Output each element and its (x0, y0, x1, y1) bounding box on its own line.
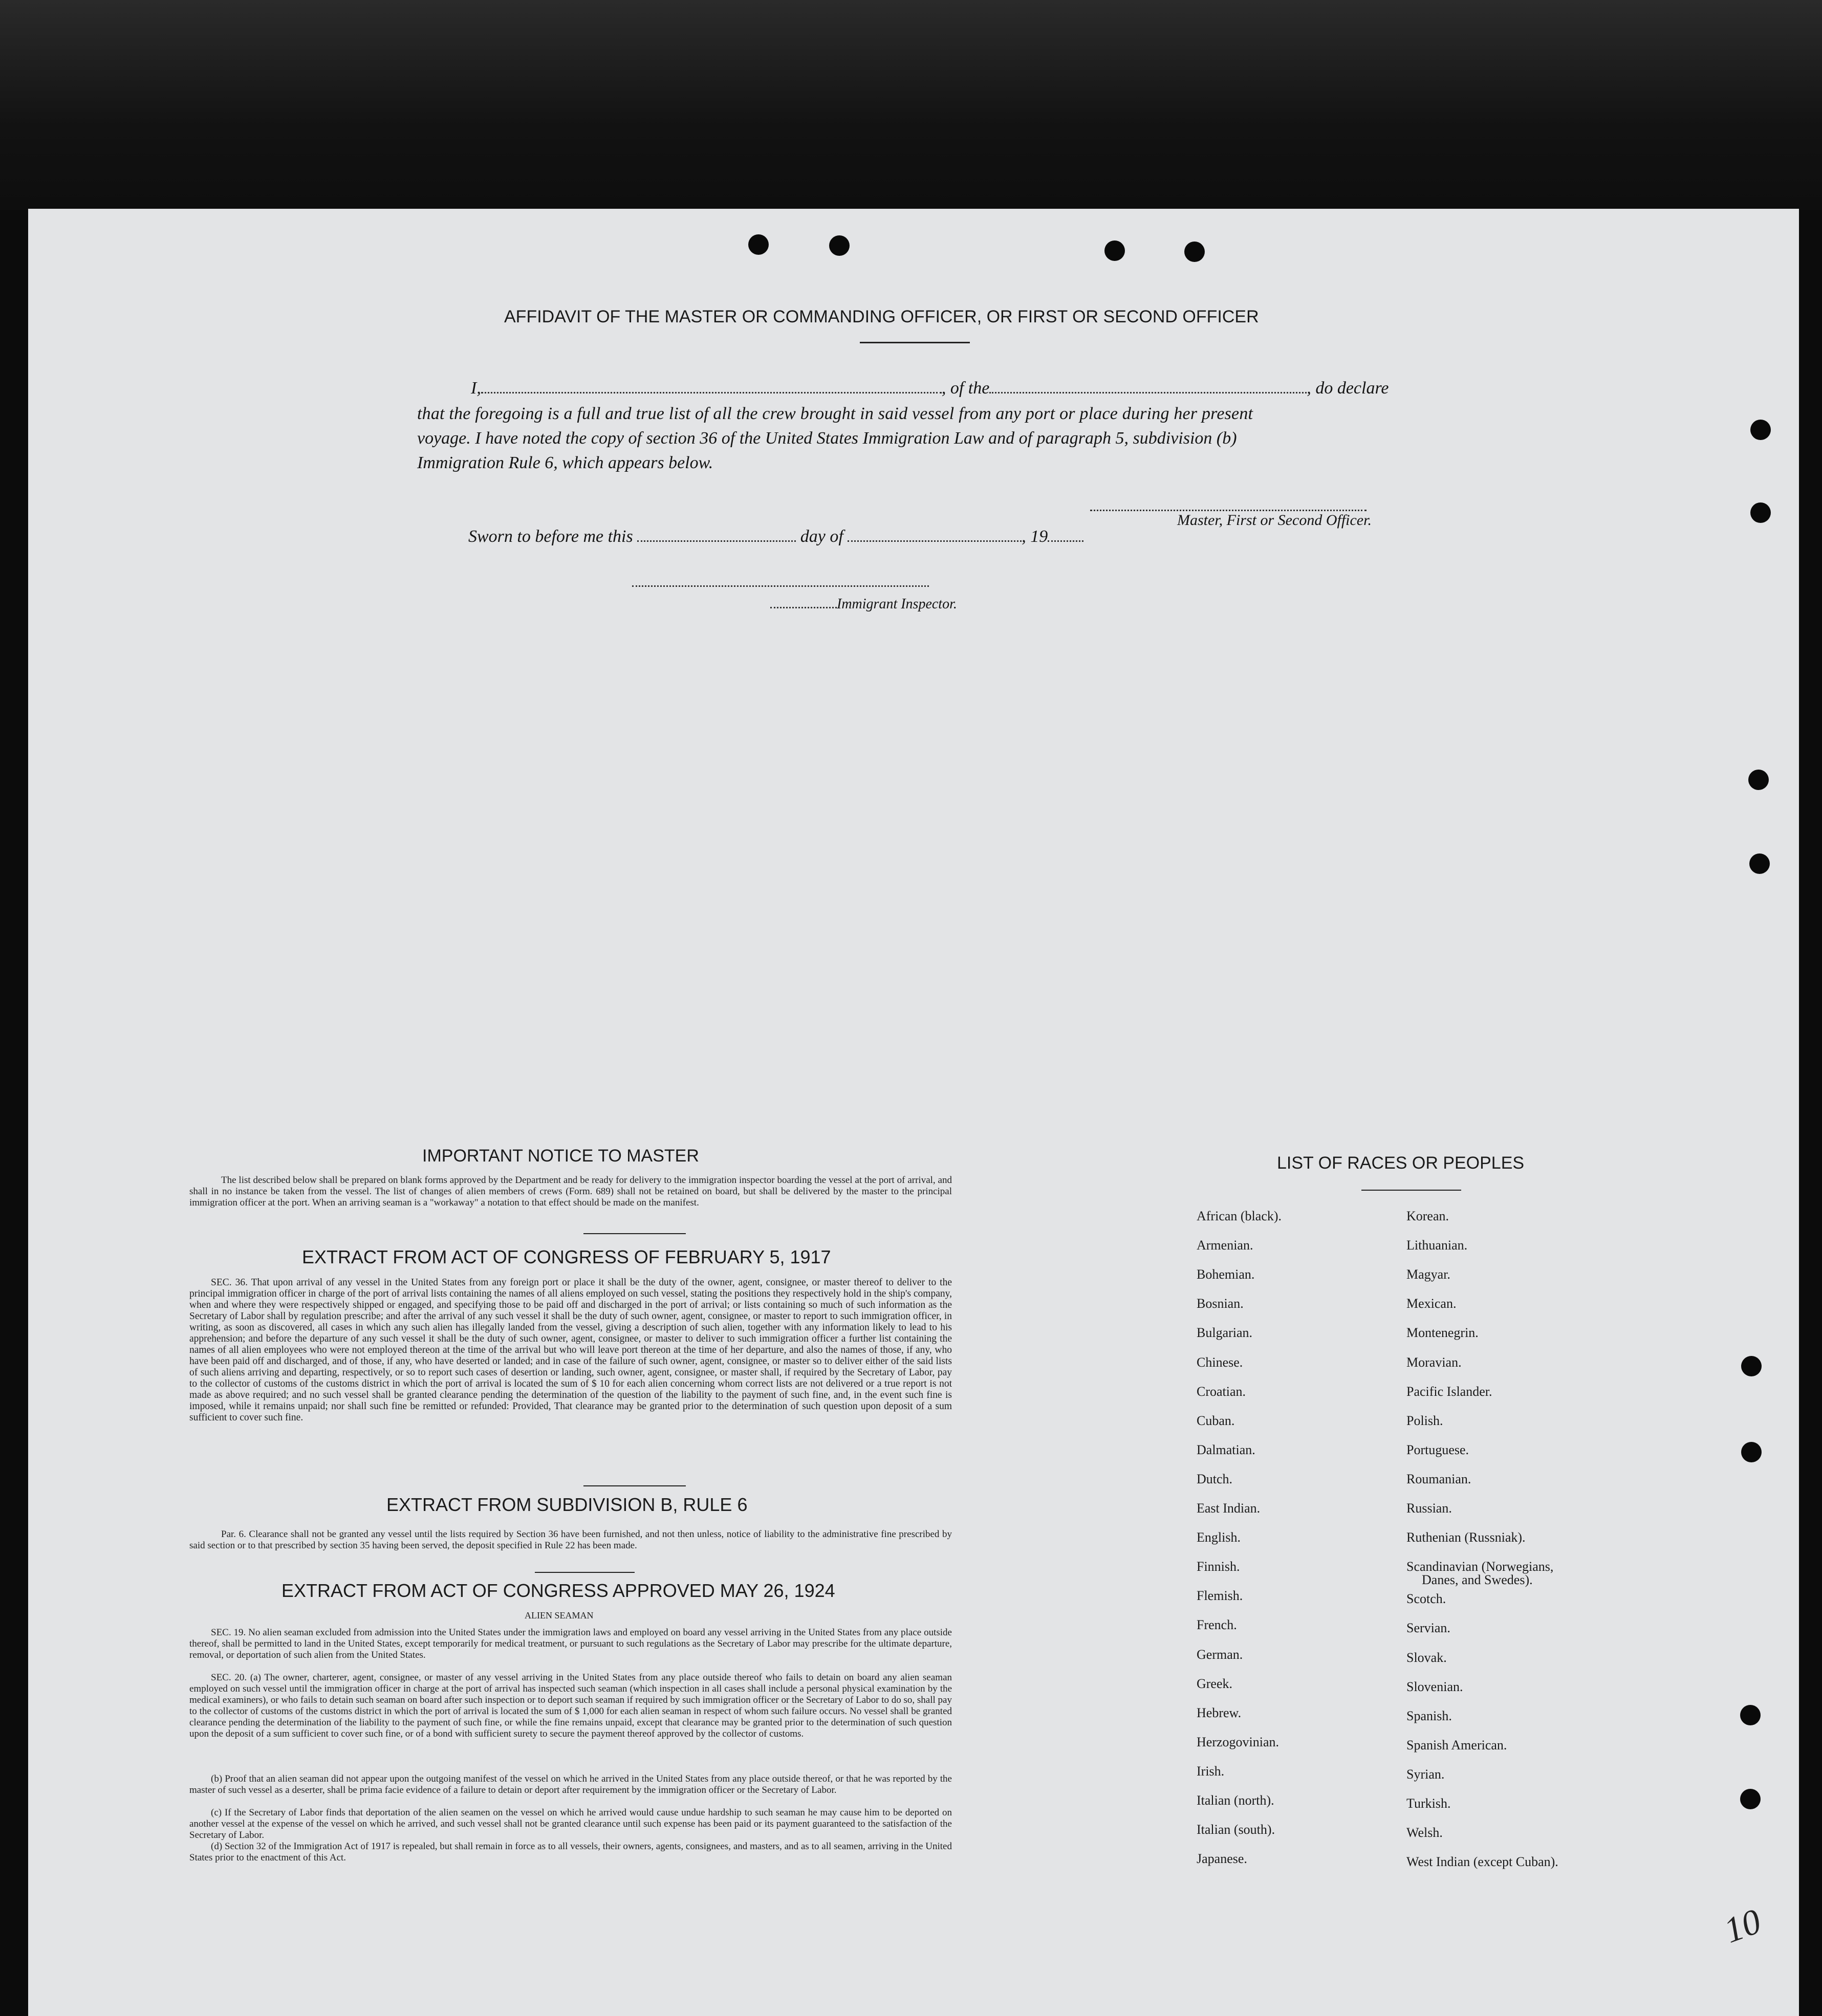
race-item: Spanish American. (1406, 1737, 1507, 1752)
extract-rule6-text: Par. 6. Clearance shall not be granted any vessel until the lists required by Section 36 have been furnished, and not then unless, notice of liability to the administrative fine prescribed by said section or to that prescribed by section 35 having been served, the deposit specified in Rule 22 has been made. (189, 1529, 952, 1551)
punch-hole (1749, 853, 1770, 874)
race-item: Croatian. (1197, 1384, 1246, 1399)
punch-hole (1748, 770, 1769, 790)
race-item: German. (1197, 1647, 1243, 1662)
inspector-dots (770, 606, 837, 608)
races-rule (1361, 1190, 1461, 1191)
race-item: West Indian (except Cuban). (1406, 1854, 1558, 1870)
race-item: East Indian. (1197, 1501, 1261, 1516)
race-item: Chinese. (1197, 1354, 1243, 1370)
race-item: Finnish. (1197, 1559, 1240, 1574)
punch-hole (1104, 240, 1125, 261)
year-blank (1048, 540, 1083, 542)
race-item: Scandinavian (Norwegians, (1406, 1559, 1554, 1574)
punch-hole (829, 235, 850, 256)
race-item: Portuguese. (1406, 1442, 1469, 1457)
race-item: English. (1197, 1530, 1241, 1545)
year-text: , 19 (1022, 527, 1048, 546)
race-item: Bohemian. (1197, 1267, 1255, 1282)
extract-1917-title: EXTRACT FROM ACT OF CONGRESS OF FEBRUARY 5, 1917 (302, 1246, 831, 1267)
race-item: Bosnian. (1197, 1296, 1244, 1311)
race-item: Turkish. (1406, 1796, 1451, 1811)
race-item: Pacific Islander. (1406, 1384, 1492, 1399)
vessel-blank (989, 391, 1307, 393)
race-item: Mexican. (1406, 1296, 1457, 1311)
affidavit-body-3: Immigration Rule 6, which appears below. (417, 453, 713, 472)
signature-label: Master, First or Second Officer. (1177, 512, 1372, 529)
race-item: Slovenian. (1406, 1679, 1463, 1694)
day-blank (637, 540, 796, 542)
handwritten-page-number: 10 (1719, 1901, 1766, 1951)
race-item: Russian. (1406, 1501, 1452, 1516)
punch-hole (1750, 420, 1771, 440)
extract-1924-title: EXTRACT FROM ACT OF CONGRESS APPROVED MAY 26, 1924 (281, 1580, 835, 1601)
race-item: Spanish. (1406, 1708, 1452, 1723)
name-blank (481, 391, 942, 393)
inspector-label-line (770, 596, 957, 612)
extract-1924-sec20d: (d) Section 32 of the Immigration Act of 1917 is repealed, but shall remain in force as to all vessels, their owners, agents, consignees, and masters, and as to all seamen, arriving in the United States prior to the enactment of this Act. (189, 1841, 952, 1863)
extract-1924-subtitle: ALIEN SEAMAN (525, 1610, 594, 1620)
races-title: LIST OF RACES OR PEOPLES (1277, 1153, 1525, 1173)
day-of-text: day of (800, 527, 843, 546)
race-item: Cuban. (1197, 1413, 1235, 1428)
race-item: Irish. (1197, 1763, 1225, 1779)
race-item: Italian (north). (1197, 1793, 1274, 1808)
extract-1924-sec19: SEC. 19. No alien seaman excluded from admission into the United States under the immigration laws and employed on board any vessel arriving in the United States from any place outside thereof, shall be permitted to land in the United States, except temporarily for medical treatment, or pursuant to such regulations as the Secretary of Labor may prescribe for the ultimate departure, removal, or deportation of such alien from the United States. (189, 1627, 952, 1660)
race-item: Dalmatian. (1197, 1442, 1255, 1457)
race-item: Dutch. (1197, 1471, 1233, 1486)
race-item: Ruthenian (Russniak). (1406, 1530, 1526, 1545)
document-page (28, 209, 1799, 2016)
race-item: Japanese. (1197, 1851, 1247, 1867)
sworn-text: Sworn to before me this (468, 527, 633, 546)
month-blank (848, 540, 1022, 542)
race-item: Lithuanian. (1406, 1238, 1468, 1253)
extract-1924-sec20a: SEC. 20. (a) The owner, charterer, agent, consignee, or master of any vessel arriving in the United States from any place outside thereof who fails to detain on board any alien seaman employed on such vessel until the immigration officer in charge at the port of arrival has inspected such seaman (which inspection in all cases shall include a personal physical examination by the medical examiners), or who fails to detain such seaman on board after such inspection or to deport such seaman if required by such immigration officer or the Secretary of Labor to do so, shall pay to the collector of customs of the customs district in which the port of arrival is located the sum of $ 1,000 for each alien seaman in respect of whom such failure occurs. No vessel shall be granted clearance pending the determination of the liability to the payment of such fine, or while the fine remains unpaid, except that clearance may be granted prior to the determination of such question upon the deposit of a sum sufficient to cover such fine, or of a bond with sufficient surety to secure the payment thereof approved by the collector of customs. (189, 1672, 952, 1739)
affidavit-i: I, (471, 379, 481, 398)
race-item: Armenian. (1197, 1238, 1253, 1253)
sworn-line (468, 527, 1083, 546)
race-item-continuation: Danes, and Swedes). (1422, 1572, 1533, 1588)
race-item: Roumanian. (1406, 1471, 1471, 1486)
race-item: Greek. (1197, 1676, 1233, 1691)
punch-hole (1740, 1705, 1761, 1725)
race-item: Moravian. (1406, 1354, 1462, 1370)
affidavit-line-1 (471, 379, 1389, 398)
race-item: Magyar. (1406, 1267, 1450, 1282)
race-item: Scotch. (1406, 1591, 1446, 1607)
scanner-background (0, 0, 1822, 210)
signature-blank (1090, 509, 1366, 511)
race-item: Slovak. (1406, 1650, 1447, 1665)
extract-1924-sec20c: (c) If the Secretary of Labor finds that deportation of the alien seamen on the vessel on which he arrived would cause undue hardship to such seaman he may cause him to be deported on another vessel at the expense of the vessel on which he arrived, and such vessel shall not be granted clearance until such expense has been paid or its payment guaranteed to the satisfaction of the Secretary of Labor. (189, 1807, 952, 1840)
race-item: Polish. (1406, 1413, 1443, 1428)
rule-1917 (583, 1485, 686, 1486)
affidavit-body-1: that the foregoing is a full and true list of all the crew brought in said vessel from any port or place during her present (417, 404, 1253, 423)
notice-text: The list described below shall be prepared on blank forms approved by the Department and be ready for delivery to the immigration inspector boarding the vessel at the port of arrival, and shall in no instance be taken from the vessel. The list of changes of alien members of crews (Form. 689) shall not be retained on board, but shall be delivered by the master to the principal immigration officer at the port. When an arriving seaman is a "workaway" a notation to that effect should be made on the manifest. (189, 1175, 952, 1208)
extract-rule6-title: EXTRACT FROM SUBDIVISION B, RULE 6 (386, 1494, 748, 1515)
affidavit-of-the: , of the (941, 379, 990, 398)
race-item: African (black). (1197, 1209, 1282, 1223)
notice-title: IMPORTANT NOTICE TO MASTER (422, 1146, 699, 1166)
punch-hole (1750, 502, 1771, 523)
race-item: Servian. (1406, 1620, 1450, 1636)
extract-1924-sec20b: (b) Proof that an alien seaman did not appear upon the outgoing manifest of the vessel on which he arrived in the United States from any place outside thereof, or that he was reported by the master of such vessel as a deserter, shall be prima facie evidence of a failure to detain or deport after requirement by the immigration officer or the Secretary of Labor. (189, 1773, 952, 1795)
race-item: Welsh. (1406, 1825, 1443, 1840)
race-item: Montenegrin. (1406, 1325, 1479, 1341)
extract-1917-text: SEC. 36. That upon arrival of any vessel in the United States from any foreign port or place it shall be the duty of the owner, agent, consignee, or master thereof to deliver to the principal immigration officer in charge of the port of arrival lists containing the names of all aliens employed on such vessel, stating the positions they respectively hold in the ship's company, when and where they were respectively shipped or engaged, and specifying those to be paid off and discharged in the port of arrival; or lists containing so much of such information as the Secretary of Labor shall by regulation prescribe; and after the arrival of any such vessel it shall be the duty of such owner, agent, consignee, or master to report to such immigration officer, in writing, as soon as discovered, all cases in which any such alien has illegally landed from the vessel, giving a description of such alien, together with any information likely to lead to his apprehension; and before the departure of any such vessel it shall be the duty of such owner, agent, consignee, or master to deliver to such immigration officer a further list containing the names of all alien employees who were not employed thereon at the time of the arrival but who will leave port thereon at the time of her departure, and also the names of those, if any, who have been paid off and discharged, and of those, if any, who have deserted or landed; and in case of the failure of such owner, agent, consignee, or master so to deliver either of the said lists of such aliens arriving and departing, respectively, or so to report such cases of desertion or landing, such owner, agent, consignee, or master shall, if required by the Secretary of Labor, pay to the collector of customs of the customs district in which the port of arrival is located the sum of $ 10 for each alien concerning whom correct lists are not delivered or a true report is not made as above required; and no such vessel shall be granted clearance pending the determination of the question of the liability to the payment of such fine, and, in the event such fine is imposed, while it remains unpaid; nor shall such fine be remitted or refunded: Provided, That clearance may be granted prior to the determination of such question upon deposit of a sum sufficient to cover such fine. (189, 1277, 952, 1423)
race-item: Italian (south). (1197, 1822, 1275, 1837)
punch-hole (1741, 1356, 1762, 1376)
punch-hole (1184, 242, 1205, 262)
inspector-signature-blank (632, 585, 929, 587)
punch-hole (1741, 1442, 1762, 1462)
rule-rule6 (535, 1572, 635, 1573)
affidavit-body-2: voyage. I have noted the copy of section 36 of the United States Immigration Law and of paragraph 5, subdivision (b) (417, 429, 1237, 448)
title-rule (860, 342, 970, 343)
race-item: Syrian. (1406, 1766, 1445, 1782)
affidavit-do-declare: , do declare (1307, 379, 1389, 398)
punch-hole (748, 234, 769, 255)
race-item: French. (1197, 1617, 1237, 1633)
race-item: Hebrew. (1197, 1705, 1242, 1720)
race-item: Flemish. (1197, 1588, 1243, 1604)
race-item: Korean. (1406, 1209, 1449, 1223)
affidavit-title: AFFIDAVIT OF THE MASTER OR COMMANDING OFFICER, OR FIRST OR SECOND OFFICER (504, 307, 1259, 326)
race-item: Herzogovinian. (1197, 1734, 1279, 1749)
race-item: Bulgarian. (1197, 1325, 1253, 1341)
inspector-label: Immigrant Inspector. (837, 596, 957, 612)
punch-hole (1740, 1789, 1761, 1809)
notice-rule (583, 1233, 686, 1234)
